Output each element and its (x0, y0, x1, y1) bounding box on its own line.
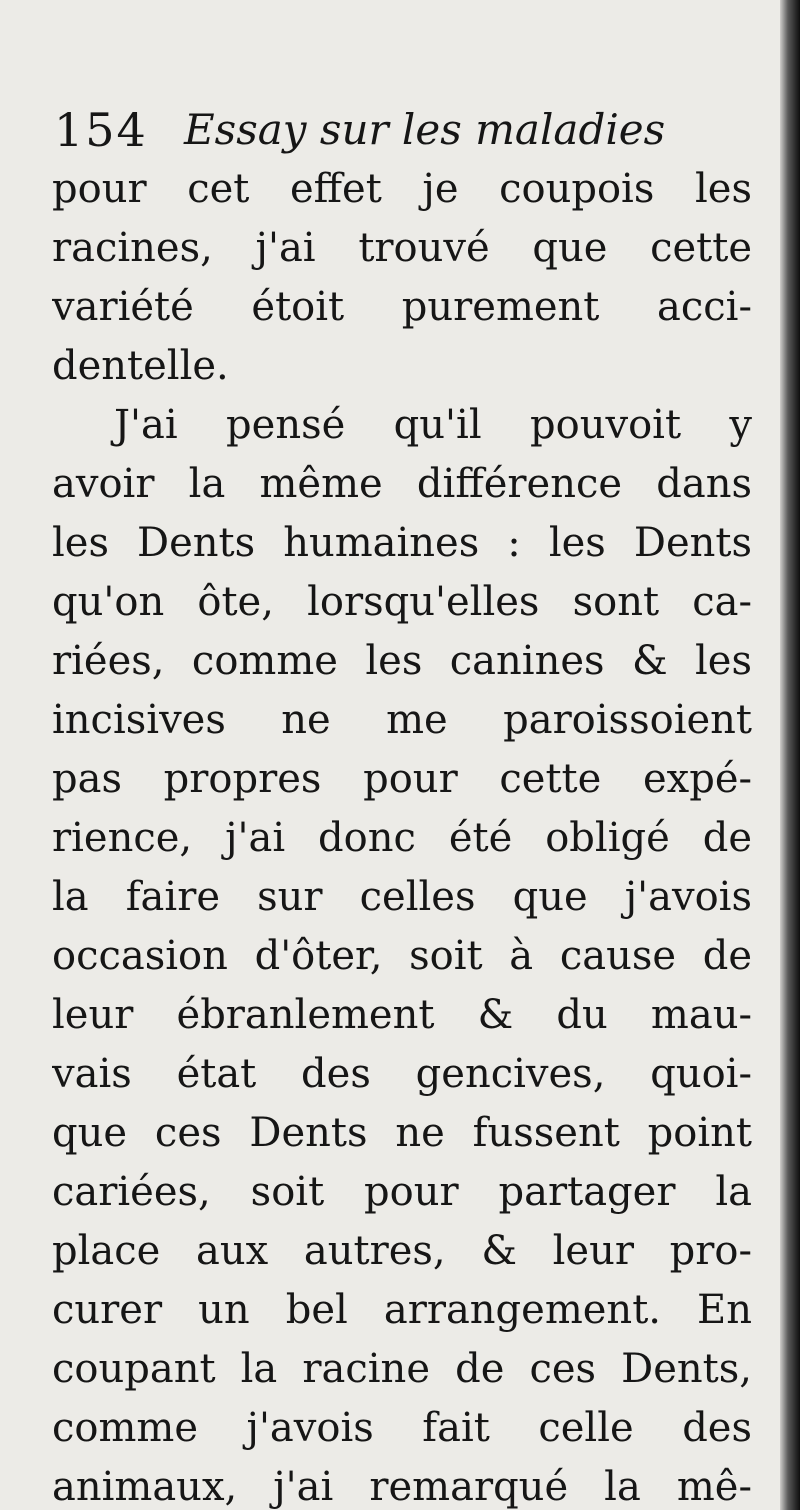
paragraph-2 (52, 396, 752, 1510)
text-line: cariées, soit pour partager la (52, 1169, 752, 1215)
text-line: occasion d'ôter, soit à cause de (52, 933, 752, 979)
text-line: variété étoit purement acci- (52, 284, 752, 330)
text-line: racines, j'ai trouvé que cette (52, 225, 752, 271)
text-line: leur ébranlement & du mau- (52, 992, 752, 1038)
text-line: qu'on ôte, lorsqu'elles sont ca- (52, 579, 752, 625)
body-text (52, 160, 752, 1510)
text-line: vais état des gencives, quoi- (52, 1051, 752, 1097)
page-edge-shadow (780, 0, 800, 1510)
text-line: pas propres pour cette expé- (52, 756, 752, 802)
running-head: Essay sur les maladies (184, 105, 666, 154)
text-line: incisives ne me paroissoient (52, 697, 752, 743)
text-line: curer un bel arrangement. En (52, 1287, 752, 1333)
text-line: riées, comme les canines & les (52, 638, 752, 684)
text-line: rience, j'ai donc été obligé de (52, 815, 752, 861)
text-line: la faire sur celles que j'avois (52, 874, 752, 920)
text-line: place aux autres, & leur pro- (52, 1228, 752, 1274)
text-line: que ces Dents ne fussent point (52, 1110, 752, 1156)
text-line: comme j'avois fait celle des (52, 1405, 752, 1451)
text-line: avoir la même différence dans (52, 461, 752, 507)
text-line: les Dents humaines : les Dents (52, 520, 752, 566)
page-header (54, 100, 754, 160)
text-line: pour cet effet je coupois les (52, 166, 752, 212)
text-line: animaux, j'ai remarqué la mê- (52, 1464, 752, 1510)
text-line: J'ai pensé qu'il pouvoit y (114, 402, 752, 448)
text-line: coupant la racine de ces Dents, (52, 1346, 752, 1392)
page-number: 154 (54, 103, 148, 157)
paragraph-1 (52, 160, 752, 396)
text-line: dentelle. (52, 343, 229, 389)
